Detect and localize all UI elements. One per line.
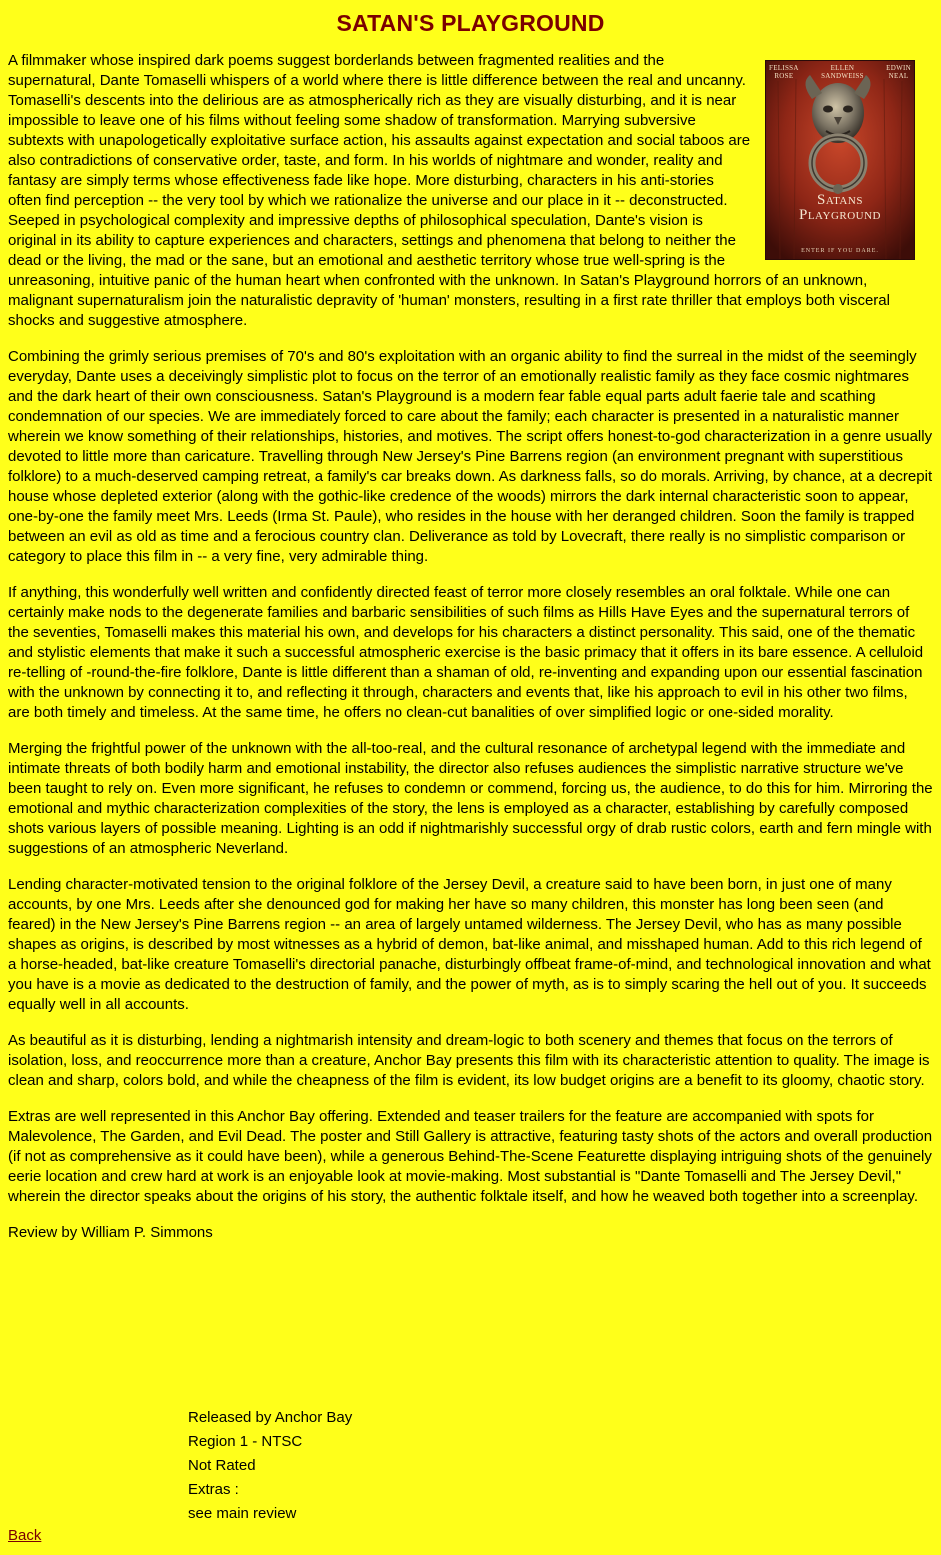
review-paragraph: Merging the frightful power of the unknown with the all-too-real, and the cultural resonance of archetypal legend with the immediate and intimate threats of both bodily harm and emotional instability, the director also refuses audiences the simplistic narrative structure we've been taught to rely on. Even more significant, he refuses to condemn or commend, forcing us, the audience, to do this for him. Mirroring the emotional and mythic characterization complexities of the story, the lens is employed as a character, establishing by carefully composed shots various layers of possible meaning. Lighting is an odd if nightmarishly successful orgy of drab rustic colors, earth and fern mingle with suggestions of an atmospheric Neverland. xyxy=(8,740,933,857)
review-paragraph: A filmmaker whose inspired dark poems suggest borderlands between fragmented realities and the supernatural, Dante Tomaselli whispers of a world where there is little difference between the real and uncanny. Tomaselli's descents into the delirious are as atmospherically rich as they are visually disturbing, and it is near impossible to leave one of his films without feeling some shadow of transformation. Marrying subversive subtexts with unapologetically exploitative surface action, his assaults against expectation and social taboos are also contradictions of conservative order, taste, and form. In his worlds of nightmare and wonder, reality and fantasy are simply terms whose effectiveness fade like hope. More disturbing, characters in his anti-stories often find perception -- the very tool by which we rationalize the universe and our place in it -- deconstructed. Seeped in psychological complexity and impressive depths of philosophical speculation, Dante's vision is original in its ability to capture experiences and characters, settings and phenomena that belong to neither the dead or the living, the mad or the sane, but an emotional and aesthetic territory whose true well-spring is the unreasoning, intuitive panic of the human heart when confronted with the unknown. In Satan's Playground horrors of an unknown, malignant supernaturalism join the naturalistic depravity of 'human' monsters, resulting in a first rate thriller that employs both visceral shocks and suggestive atmosphere. xyxy=(8,52,890,329)
door-knocker-image xyxy=(766,61,914,259)
poster-tagline: ENTER IF YOU DARE. xyxy=(801,248,879,254)
poster-credit: FELISSA ROSE xyxy=(769,64,799,80)
poster-credit: ELLEN SANDWEISS xyxy=(821,64,864,80)
back-link[interactable]: Back xyxy=(8,1527,42,1544)
review-page xyxy=(8,0,933,1243)
poster-credit: EDWIN NEAL xyxy=(886,64,911,80)
review-paragraph: Extras are well represented in this Anchor Bay offering. Extended and teaser trailers for the feature are accompanied with spots for Malevolence, The Garden, and Evil Dead. The poster and Still Gallery is attractive, featuring tasty shots of the actors and overall production (if not as comprehensive as it could have been), while a generous Behind-The-Scene Featurette displaying intriguing shots of the genuinely eerie location and crew hard at work is an enjoyable look at movie-making. Most substantial is "Dante Tomaselli and The Jersey Devil," wherein the director speaks about the origins of his story, the authentic folktale itself, and how he weaved both together into a screenplay. xyxy=(8,1108,933,1205)
review-paragraph: Lending character-motivated tension to the original folklore of the Jersey Devil, a creature said to have been born, in just one of many accounts, by one Mrs. Leeds after she denounced god for making her have so many children, this monster has long been seen (and feared) in the New Jersey's Pine Barrens region -- an area of largely untamed wilderness. The Jersey Devil, who has as many possible shapes as origins, is described by most witnesses as a hybrid of demon, bat-like animal, and misshaped human. Add to this rich legend of a horse-headed, bat-like creature Tomaselli's directorial panache, disturbingly offbeat frame-of-mind, and technological innovation and what you have is a movie as dedicated to the destruction of family, and the power of myth, as is to simply scaring the hell out of you. It succeeds equally well in all accounts. xyxy=(8,876,931,1013)
review-paragraph: If anything, this wonderfully well written and confidently directed feast of terror more closely resembles an oral folktale. While one can certainly make nods to the degenerate families and barbaric sensibilities of such films as Hills Have Eyes and the supernatural terrors of the seventies, Tomaselli makes this material his own, and develops for his characters a distinct personality. This said, one of the thematic and stylistic elements that make it such a successful atmospheric exercise is the basic primacy that it offers in its bare essence. A celluloid re-telling of -round-the-fire folklore, Dante is little different than a shaman of old, re-inventing and expanding upon our essential fascination with the unknown by connecting it to, and reflecting it through, characters and events that, like his approach to evil in his other two films, are both timely and timeless. At the same time, he offers no clean-cut banalities of over simplified logic or one-sided morality. xyxy=(8,584,924,721)
release-info xyxy=(188,1406,352,1526)
review-paragraph: As beautiful as it is disturbing, lending a nightmarish intensity and dream-logic to both scenery and themes that focus on the terrors of isolation, loss, and reoccurrence more than a creature, Anchor Bay presents this film with its characteristic attention to quality. The image is clean and sharp, colors bold, and while the cheapness of the film is evident, its low budget origins are a benefit to its gloomy, chaotic story. xyxy=(8,1032,930,1089)
release-region: Region 1 - NTSC xyxy=(188,1433,303,1450)
page-title: SATAN'S PLAYGROUND xyxy=(336,10,605,36)
movie-poster xyxy=(765,60,915,260)
review-paragraph: Combining the grimly serious premises of 70's and 80's exploitation with an organic ability to find the surreal in the midst of the seemingly everyday, Dante uses a deceivingly simplistic plot to focus on the terror of an emotionally realistic family as they face cosmic nightmares and the dark heart of their own consciousness. Satan's Playground is a modern fear fable equal parts adult faerie tale and scathing condemnation of our species. We are immediately forced to care about the family; each character is presented in a naturalistic manner wherein we know something of their relationships, histories, and motives. The script offers honest-to-god characterization in a genre usually devoted to little more than caricature. Travelling through New Jersey's Pine Barrens region (an environment pregnant with superstitious folklore) to a much-deserved camping retreat, a family's car breaks down. As darkness falls, so do morals. Arriving, by chance, at a decrepit house whose depleted exterior (along with the gothic-like credence of the woods) mirrors the dark internal characteristic soon to appear, one-by-one the family meet Mrs. Leeds (Irma St. Paule), who resides in the house with her deranged children. Soon the family is trapped between an evil as old as time and a ferocious country clan. Deliverance as told by Lovecraft, there really is no simplistic comparison or category to place this film in -- a very fine, very admirable thing. xyxy=(8,348,933,565)
release-rating: Not Rated xyxy=(188,1457,256,1474)
release-extras-label: Extras : xyxy=(188,1481,239,1498)
release-distributor: Released by Anchor Bay xyxy=(188,1409,353,1426)
poster-credits xyxy=(769,64,911,80)
poster-title: Satans Playground xyxy=(799,192,881,223)
review-byline: Review by William P. Simmons xyxy=(8,1224,213,1241)
release-extras-value: see main review xyxy=(188,1505,297,1522)
